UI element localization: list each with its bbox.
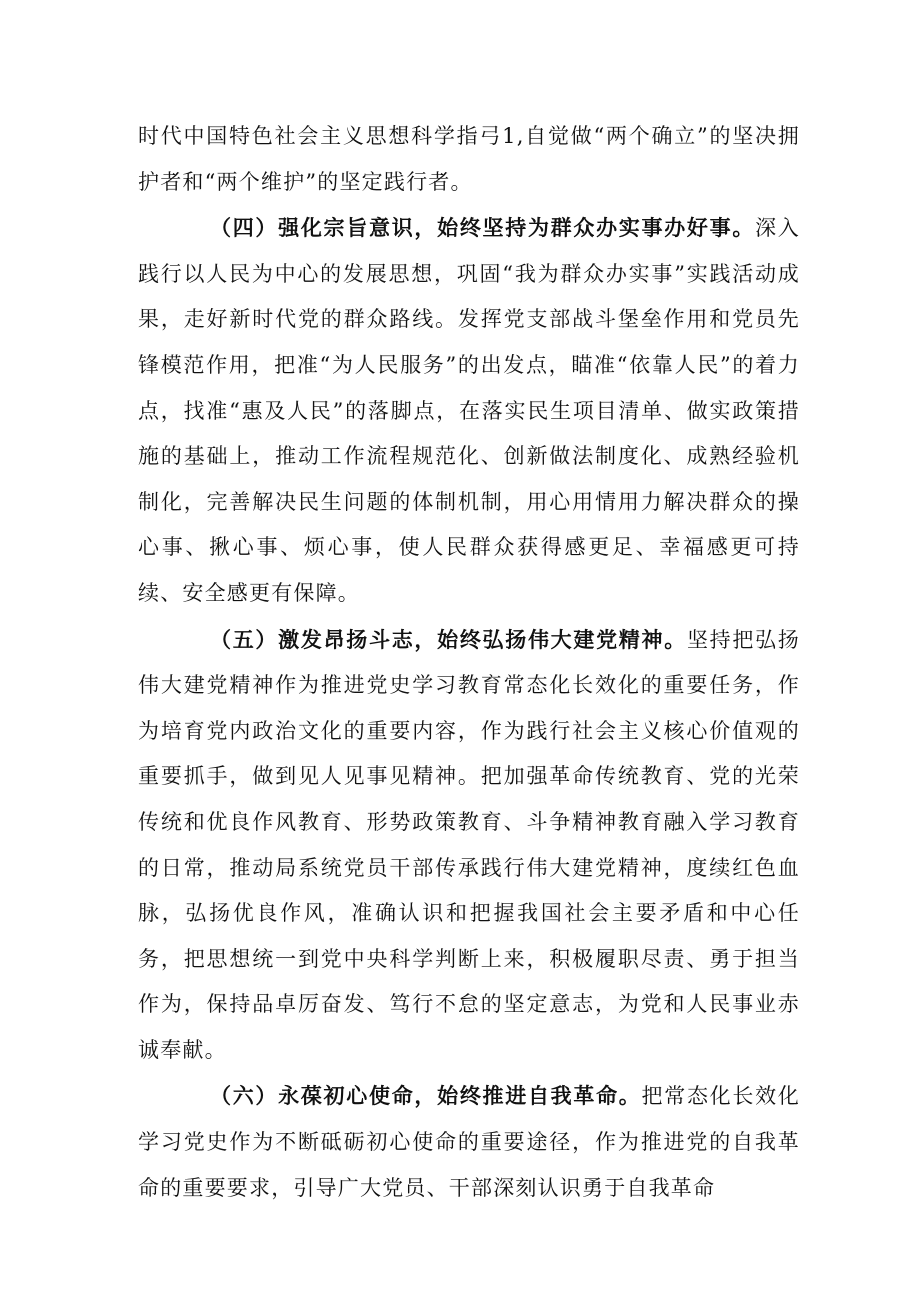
paragraph-text: 把常态化长效化学习党史作为不断砥砺初心使命的重要途径，作为推进党的自我革命的重要要求，引导广大党员、干部深刻认识勇于自我革命 bbox=[138, 1084, 800, 1200]
paragraph-text: 坚持把弘扬伟大建党精神作为推进党史学习教育常态化长效化的重要任务，作为培育党内政治文化的重要内容，作为践行社会主义核心价值观的重要抓手，做到见人见事见精神。把加强革命传统教育、党的光荣传统和优良作风教育、形势政策教育、斗争精神教育融入学习教育的日常，推动局系统党员干部传承践行伟大建党精神，度续红色血脉，弘扬优良作风，准确认识和把握我国社会主要矛盾和中心任务，把思想统一到党中央科学判断上来，积极履职尽责、勇于担当作为，保持品卓厉奋发、笃行不怠的坚定意志，为党和人民事业赤诚奉献。 bbox=[138, 627, 801, 1062]
document-body bbox=[138, 114, 800, 1211]
paragraph-continuation bbox=[138, 114, 800, 205]
section-heading-4: （四）强化宗旨意识，始终坚持为群众办实事办好事。 bbox=[210, 215, 756, 241]
paragraph-section-4 bbox=[138, 205, 800, 616]
paragraph-text: 时代中国特色社会主义思想科学指弓1,自觉做“两个确立”的坚决拥护者和“两个维护”的坚定践行者。 bbox=[138, 124, 800, 194]
section-heading-6: （六）永葆初心使命，始终推进自我革命。 bbox=[210, 1083, 642, 1109]
paragraph-section-6 bbox=[138, 1073, 800, 1211]
paragraph-section-5 bbox=[138, 617, 800, 1074]
paragraph-text: 深入践行以人民为中心的发展思想，巩固“我为群众办实事”实践活动成果，走好新时代党的群众路线。发挥党支部战斗堡垒作用和党员先锋模范作用，把准“为人民服务”的出发点，瞄准“依靠人民”的着力点，找准“惠及人民”的落脚点，在落实民生项目清单、做实政策措施的基础上，推动工作流程规范化、创新做法制度化、成熟经验机制化，完善解决民生问题的体制机制，用心用情用力解决群众的操心事、揪心事、烦心事，使人民群众获得感更足、幸福感更可持续、安全感更有保障。 bbox=[138, 216, 800, 605]
section-heading-5: （五）激发昂扬斗志，始终弘扬伟大建党精神。 bbox=[210, 626, 687, 652]
